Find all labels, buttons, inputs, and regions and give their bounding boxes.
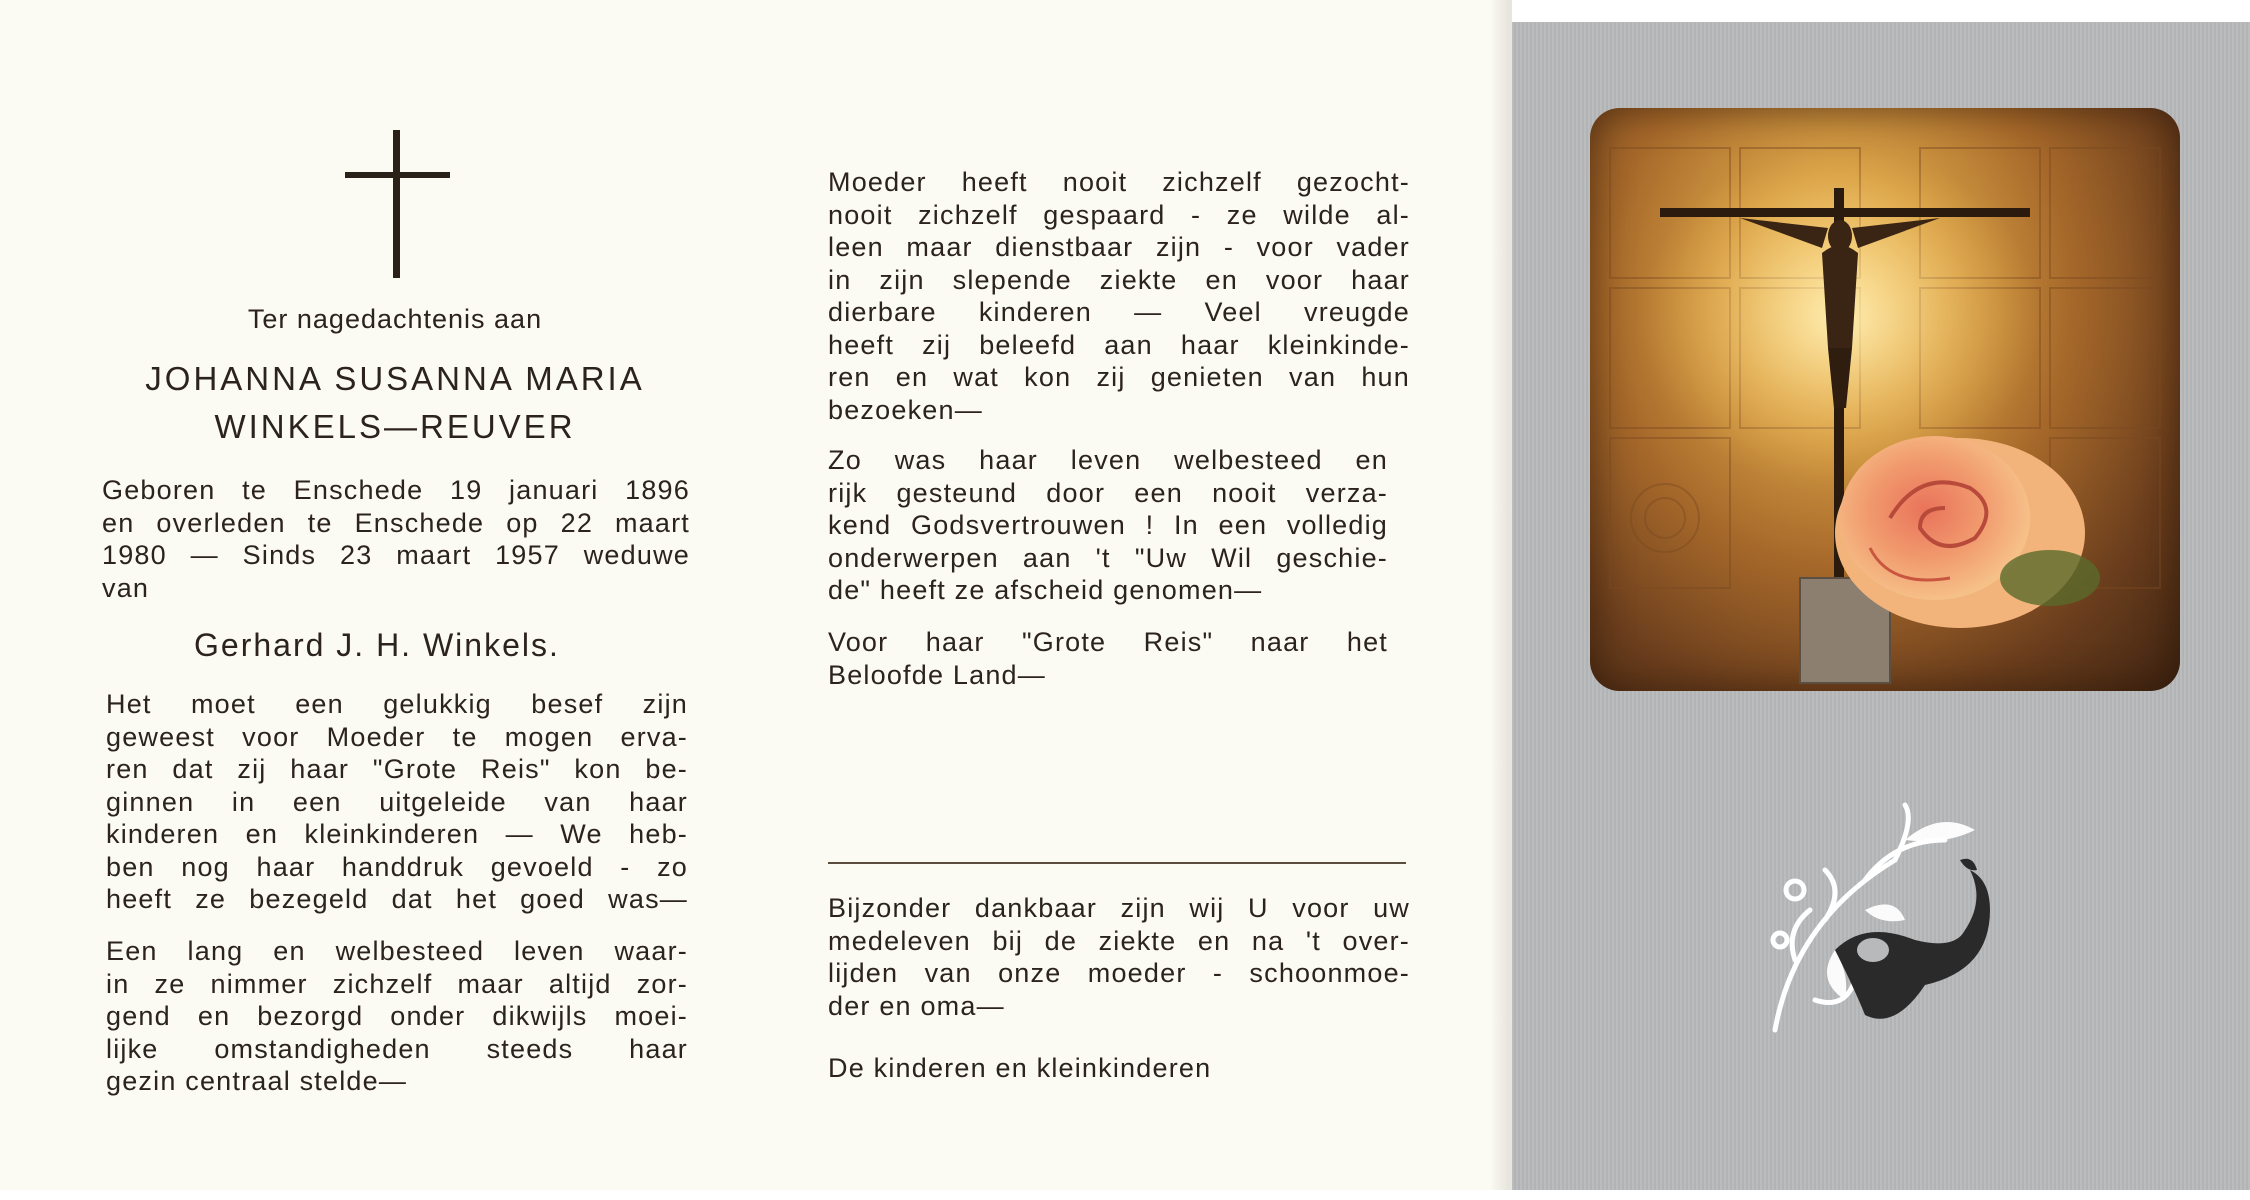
text-line: Bijzonder dankbaar zijn wij U voor uw — [828, 893, 1410, 923]
scan-edge — [0, 1190, 2250, 1200]
text-line: en overleden te Enschede op 22 maart — [102, 507, 690, 538]
paragraph-final-journey — [106, 688, 688, 916]
card-fold — [1490, 0, 1512, 1200]
text-line: in zijn slepende ziekte en voor haar — [828, 264, 1410, 295]
text-line: van — [102, 572, 150, 603]
family-signature — [828, 1052, 1410, 1085]
text-line: Geboren te Enschede 19 januari 1896 — [102, 475, 690, 505]
paragraph-well-spent-life — [106, 935, 688, 1098]
oil-lamp-emblem-icon — [1755, 800, 2015, 1060]
text-line: heeft ze bezegeld dat het goed was— — [106, 884, 688, 914]
deceased-name: JOHANNA SUSANNA MARIA — [145, 360, 645, 397]
text-line: Beloofde Land— — [828, 659, 1046, 690]
divider-line — [828, 862, 1406, 864]
text-line: ren en wat kon zij genieten van hun — [828, 362, 1410, 392]
text-line: onderwerpen aan 't "Uw Wil geschie- — [828, 542, 1388, 573]
text-line: nooit zichzelf gespaard - ze wilde al- — [828, 199, 1410, 230]
text-line: kinderen en kleinkinderen — We heb- — [106, 819, 688, 849]
text-line: Voor haar "Grote Reis" naar het — [828, 627, 1388, 657]
text-line: De kinderen en kleinkinderen — [828, 1053, 1212, 1083]
left-panel — [100, 0, 690, 1200]
text-line: Een lang en welbesteed leven waar- — [106, 936, 688, 966]
text-line: de" heeft ze afscheid genomen— — [828, 575, 1263, 605]
cross-icon — [345, 130, 450, 278]
paragraph-never-sought-herself — [828, 166, 1410, 426]
paragraph-trust-in-god — [828, 444, 1388, 607]
deceased-surname: WINKELS—REUVER — [214, 408, 576, 445]
middle-panel — [828, 0, 1410, 1200]
birth-death-paragraph — [102, 474, 690, 604]
text-line: rijk gesteund door een nooit verza- — [828, 477, 1388, 508]
text-line: medeleven bij de ziekte en na 't over- — [828, 925, 1410, 956]
crucifix-with-rose-icon — [1590, 108, 2180, 691]
text-line: heeft zij beleefd aan haar kleinkinde- — [828, 329, 1410, 360]
text-line: lijke omstandigheden steeds haar — [106, 1033, 688, 1064]
spouse-name: Gerhard J. H. Winkels. — [194, 627, 560, 663]
text-line: geweest voor Moeder te mogen erva- — [106, 721, 688, 752]
text-line: kend Godsvertrouwen ! In een volledig — [828, 510, 1388, 540]
text-line: dierbare kinderen — Veel vreugde — [828, 297, 1410, 327]
paragraph-promised-land — [828, 626, 1388, 691]
text-line: gezin centraal stelde— — [106, 1066, 408, 1096]
text-line: Het moet een gelukkig besef zijn — [106, 689, 688, 719]
memorial-intro: Ter nagedachtenis aan — [247, 304, 543, 334]
text-line: der en oma— — [828, 990, 1005, 1021]
paragraph-thanks — [828, 892, 1410, 1022]
text-line: gend en bezorgd onder dikwijls moei- — [106, 1001, 688, 1031]
text-line: 1980 — Sinds 23 maart 1957 weduwe — [102, 540, 690, 570]
text-line: lijden van onze moeder - schoonmoe- — [828, 958, 1410, 988]
text-line: Moeder heeft nooit zichzelf gezocht- — [828, 167, 1410, 197]
text-line: bezoeken— — [828, 394, 983, 425]
text-line: in ze nimmer zichzelf maar altijd zor- — [106, 968, 688, 999]
text-line: ben nog haar handdruk gevoeld - zo — [106, 851, 688, 882]
text-line: leen maar dienstbaar zijn - voor vader — [828, 232, 1410, 262]
text-line: ginnen in een uitgeleide van haar — [106, 786, 688, 817]
text-line: ren dat zij haar "Grote Reis" kon be- — [106, 754, 688, 784]
text-line: Zo was haar leven welbesteed en — [828, 445, 1388, 475]
